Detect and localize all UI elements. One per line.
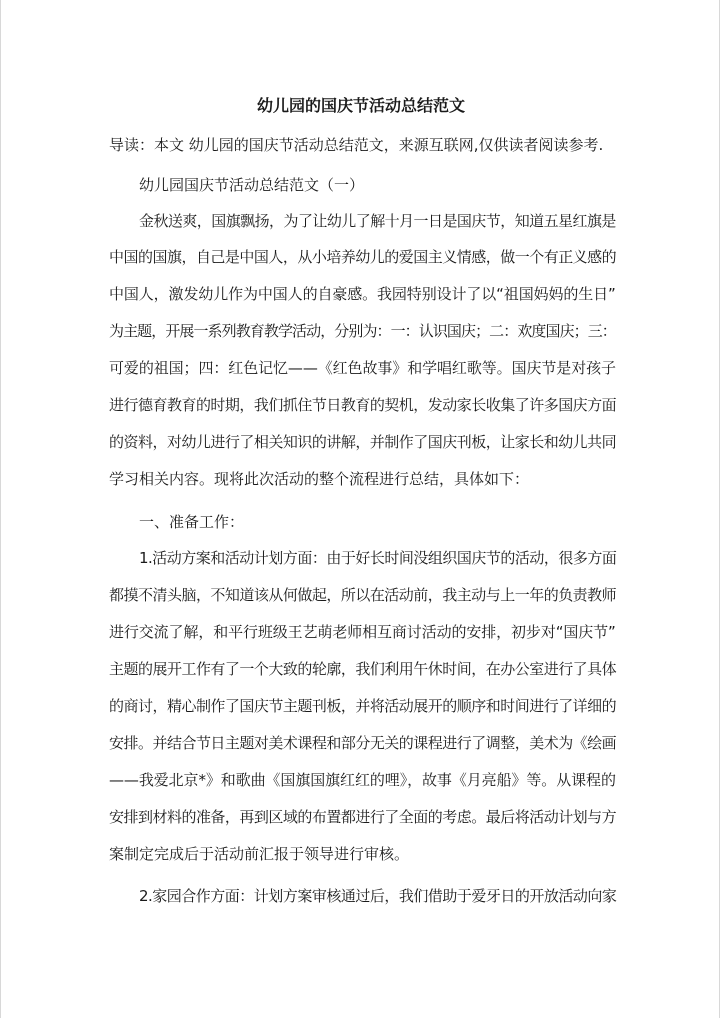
- paragraph-line: 中国人，激发幼儿作为中国人的自豪感。我园特别设计了以“祖国妈妈的生日”: [109, 285, 616, 303]
- page-title: 幼儿园的国庆节活动总结范文: [256, 96, 465, 115]
- section-subtitle: 幼儿园国庆节活动总结范文（一）: [139, 176, 365, 194]
- paragraph-line: 进行交流了解，和平行班级王艺萌老师相互商讨活动的安排，初步对“国庆节”: [109, 623, 616, 641]
- paragraph-line: 金秋送爽，国旗飘扬，为了让幼儿了解十月一日是国庆节，知道五星红旗是: [139, 212, 616, 230]
- paragraph-line: 中国的国旗，自己是中国人，从小培养幼儿的爱国主义情感，做一个有正义感的: [109, 248, 617, 266]
- paragraph-line: 1.活动方案和活动计划方面：由于好长时间没组织国庆节的活动，很多方面: [139, 549, 617, 567]
- paragraph-line: 学习相关内容。现将此次活动的整个流程进行总结，具体如下：: [109, 470, 530, 488]
- paragraph-line: 可爱的祖国；四：红色记忆——《红色故事》和学唱红歌等。国庆节是对孩子: [109, 359, 616, 377]
- paragraph-line: 主题的展开工作有了一个大致的轮廓，我们利用午休时间，在办公室进行了具体: [109, 660, 617, 678]
- paragraph-line: ——我爱北京*》和歌曲《国旗国旗红红的哩》，故事《月亮船》等。从课程的: [109, 771, 616, 789]
- paragraph-line: 安排到材料的准备，再到区域的布置都进行了全面的考虑。最后将活动计划与方: [109, 808, 617, 826]
- section-heading: 一、准备工作：: [139, 513, 245, 531]
- paragraph-line: 都摸不清头脑，不知道该从何做起，所以在活动前，我主动与上一年的负责教师: [109, 586, 617, 604]
- paragraph-line: 安排。并结合节日主题对美术课程和部分无关的课程进行了调整，美术为《绘画: [109, 734, 617, 752]
- paragraph-line: 进行德育教育的时期，我们抓住节日教育的契机，发动家长收集了许多国庆方面: [109, 396, 617, 414]
- paragraph-line: 的商讨，精心制作了国庆节主题刊板，并将活动展开的顺序和时间进行了详细的: [109, 697, 617, 715]
- intro-line: 导读：本文 幼儿园的国庆节活动总结范文，来源互联网,仅供读者阅读参考.: [109, 136, 604, 154]
- paragraph-line: 案制定完成后于活动前汇报于领导进行审核。: [109, 845, 410, 863]
- paragraph-line: 为主题，开展一系列教育教学活动，分别为：一：认识国庆；二：欢度国庆；三：: [109, 322, 616, 340]
- paragraph-line: 的资料，对幼儿进行了相关知识的讲解，并制作了国庆刊板，让家长和幼儿共同: [109, 433, 617, 451]
- paragraph-line: 2.家园合作方面：计划方案审核通过后，我们借助于爱牙日的开放活动向家: [139, 887, 617, 905]
